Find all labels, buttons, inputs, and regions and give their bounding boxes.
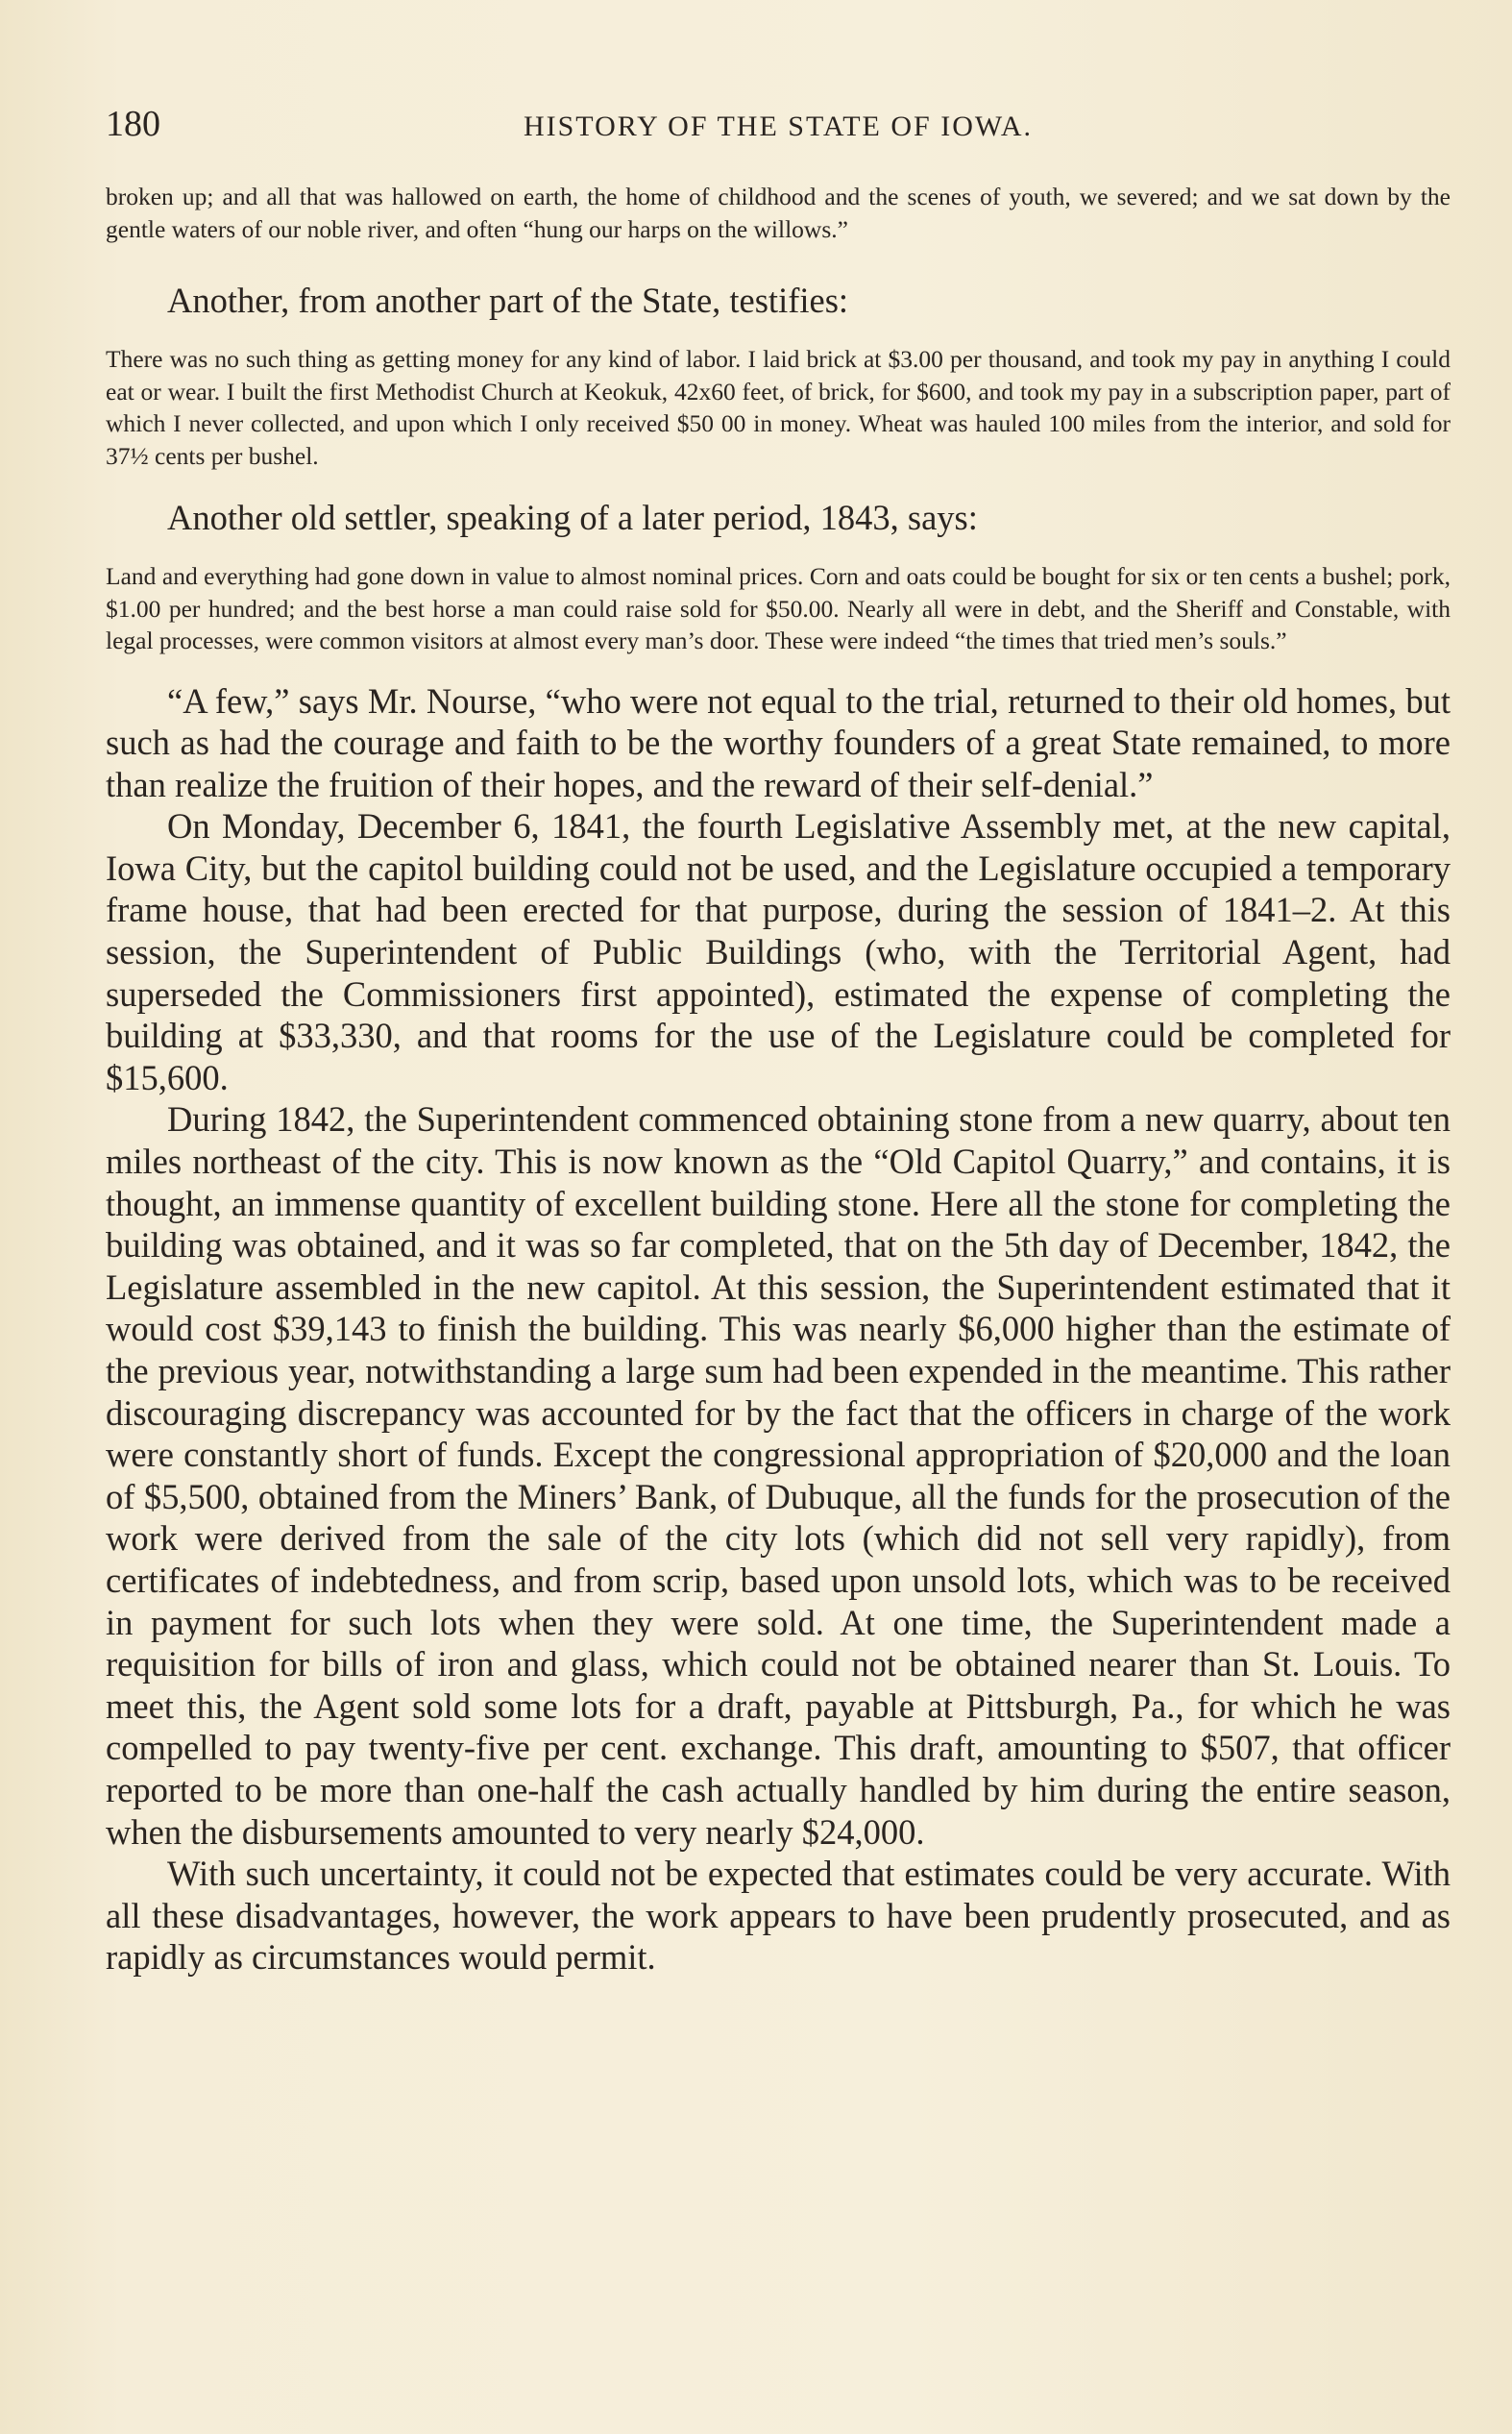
lead-in-line: Another, from another part of the State, testifies:: [167, 281, 849, 320]
page-number: 180: [106, 104, 160, 144]
lead-in-line: Another old settler, speaking of a later period, 1843, says:: [167, 498, 978, 537]
quoted-paragraph: Land and everything had gone down in value to almost nominal prices. Corn and oats could be bought for six or ten cents a bushel; pork, $1.00 per hundred; and the best horse a man could raise sold for $50.00. Nearly all were in debt, and the Sheriff and Constable, with legal processes, were common visitors at almost every man’s door. These were indeed “the times that tried men’s souls.”: [106, 562, 1451, 654]
body-paragraph: During 1842, the Superintendent commenced obtaining stone from a new quarry, about ten miles northeast of the city. This is now known as the “Old Capitol Quarry,” and contains, it is thought, an immense quantity of excellent building stone. Here all the stone for completing the building was obtained, and it was so far completed, that on the 5th day of December, 1842, the Legislature assembled in the new capitol. At this session, the Superintendent estimated that it would cost $39,143 to finish the building. This was nearly $6,000 higher than the estimate of the previous year, notwithstanding a large sum had been expended in the meantime. This rather discouraging discrepancy was accounted for by the fact that the officers in charge of the work were constantly short of funds. Except the congressional appropriation of $20,000 and the loan of $5,500, obtained from the Miners’ Bank, of Dubuque, all the funds for the prosecution of the work were derived from the sale of the city lots (which did not sell very rapidly), from certificates of indebtedness, and from scrip, based upon unsold lots, which was to be received in payment for such lots when they were sold. At one time, the Superintendent made a requisition for bills of iron and glass, which could not be obtained nearer than St. Louis. To meet this, the Agent sold some lots for a draft, payable at Pittsburgh, Pa., for which he was compelled to pay twenty-five per cent. exchange. This draft, amounting to $507, that officer reported to be more than one-half the cash actually handled by him during the entire season, when the disbursements amounted to very nearly $24,000.: [106, 1099, 1451, 1852]
page-body: [106, 181, 1451, 1979]
running-head: HISTORY OF THE STATE OF IOWA.: [523, 111, 1034, 142]
quoted-paragraph: There was no such thing as getting money for any kind of labor. I laid brick at $3.00 per thousand, and took my pay in anything I could eat or wear. I built the first Methodist Church at Keokuk, 42x60 feet, of brick, for $600, and took my pay in a subscription paper, part of which I never collected, and upon which I only received $50 00 in money. Wheat was hauled 100 miles from the interior, and sold for 37½ cents per bushel.: [106, 345, 1451, 470]
page-header: [106, 100, 1451, 148]
body-paragraph: “A few,” says Mr. Nourse, “who were not equal to the trial, returned to their old homes, but such as had the courage and faith to be the worthy founders of a great State remained, to more than realize the fruition of their hopes, and the reward of their self-denial.”: [106, 680, 1451, 804]
body-paragraph: With such uncertainty, it could not be expected that estimates could be very accurate. With all these disadvantages, however, the work appears to have been prudently prosecuted, and as rapidly as circumstances would permit.: [106, 1854, 1451, 1978]
quoted-paragraph: broken up; and all that was hallowed on earth, the home of childhood and the scenes of youth, we severed; and we sat down by the gentle waters of our noble river, and often “hung our harps on the willows.”: [106, 183, 1451, 243]
body-paragraph: On Monday, December 6, 1841, the fourth Legislative Assembly met, at the new capital, Iowa City, but the capitol building could not be used, and the Legislature occupied a temporary frame house, that had been erected for that purpose, during the session of 1841–2. At this session, the Superintendent of Public Buildings (who, with the Territorial Agent, had superseded the Commissioners first appointed), estimated the expense of completing the building at $33,330, and that rooms for the use of the Legislature could be completed for $15,600.: [106, 806, 1451, 1097]
